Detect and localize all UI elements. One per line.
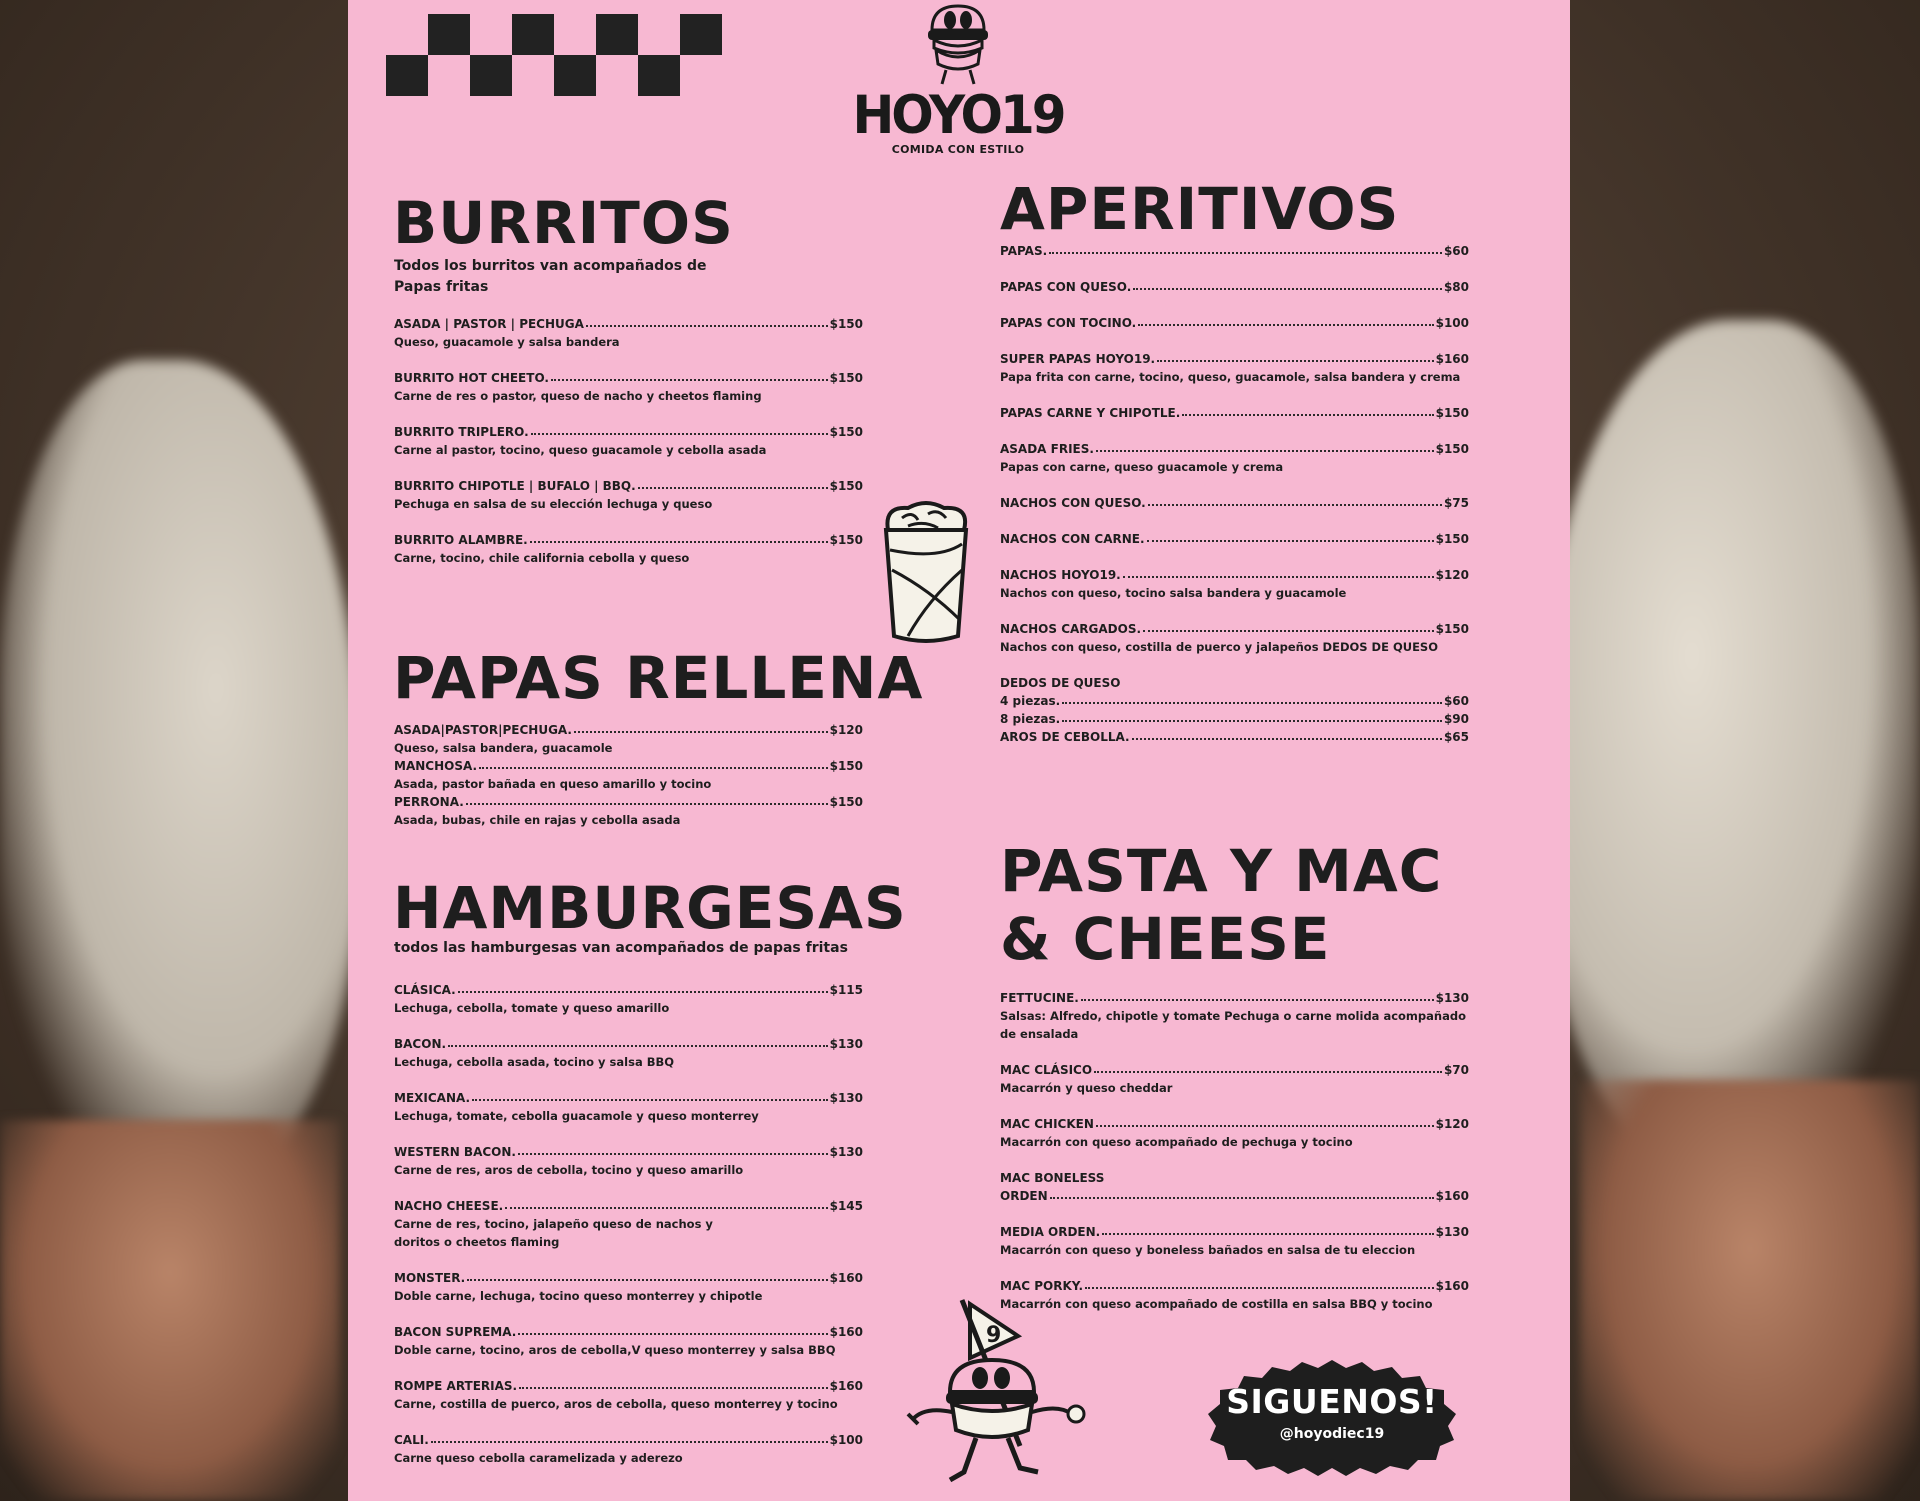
menu-item <box>1000 1169 1469 1205</box>
menu-item <box>394 315 863 351</box>
item-price: $120 <box>1435 1117 1469 1131</box>
item-price: $130 <box>829 1037 863 1051</box>
menu-item <box>1000 314 1469 332</box>
menu-item <box>394 1431 863 1467</box>
item-name: PAPAS CON QUESO. <box>1000 280 1132 294</box>
item-price: $65 <box>1443 730 1469 744</box>
item-name: BACON. <box>394 1037 447 1051</box>
item-name: PAPAS CARNE Y CHIPOTLE. <box>1000 406 1181 420</box>
item-name: FETTUCINE. <box>1000 991 1079 1005</box>
social-badge <box>1206 1356 1458 1478</box>
section-title-pasta-line1: PASTA Y MAC <box>1000 837 1443 905</box>
item-desc: Asada, bubas, chile en rajas y cebolla asada <box>394 813 681 827</box>
item-desc: Papas con carne, queso guacamole y crema <box>1000 460 1284 474</box>
item-name: BURRITO TRIPLERO. <box>394 425 529 439</box>
menu-item <box>394 721 863 757</box>
item-price: $120 <box>1435 568 1469 582</box>
item-price: $100 <box>829 1433 863 1447</box>
item-name: WESTERN BACON. <box>394 1145 516 1159</box>
background-left-arm <box>0 360 360 1180</box>
item-price: $130 <box>829 1091 863 1105</box>
item-desc: Macarrón y queso cheddar <box>1000 1081 1173 1095</box>
item-name: MANCHOSA. <box>394 759 478 773</box>
item-price: $150 <box>829 795 863 809</box>
item-desc: Carne de res, tocino, jalapeño queso de nachos y doritos o cheetos flaming <box>394 1217 713 1249</box>
item-name: ASADA FRIES. <box>1000 442 1094 456</box>
background-right-hand <box>1580 1080 1920 1501</box>
burger-flag-mascot-icon <box>900 1296 1086 1496</box>
item-name: NACHOS CON CARNE. <box>1000 532 1145 546</box>
item-desc: Salsas: Alfredo, chipotle y tomate Pechuga o carne molida acompañado de ensalada <box>1000 1009 1466 1041</box>
burrito-cup-icon <box>878 500 974 645</box>
menu-item <box>1000 404 1469 422</box>
menu-item <box>1000 620 1469 656</box>
item-name: CLÁSICA. <box>394 983 456 997</box>
background-right-arm <box>1540 320 1920 1160</box>
item-desc: Macarrón con queso y boneless bañados en salsa de tu eleccion <box>1000 1243 1416 1257</box>
menu-item <box>1000 989 1469 1043</box>
section-note-burritos: Todos los burritos van acompañados de Papas fritas <box>394 258 707 295</box>
item-price: $150 <box>1435 442 1469 456</box>
item-price: $150 <box>829 425 863 439</box>
item-desc: Lechuga, cebolla, tomate y queso amarillo <box>394 1001 670 1015</box>
item-desc: Carne, tocino, chile california cebolla y queso <box>394 551 690 565</box>
item-desc: Lechuga, cebolla asada, tocino y salsa BBQ <box>394 1055 675 1069</box>
item-name: 8 piezas. <box>1000 712 1061 726</box>
item-name: BURRITO CHIPOTLE | BUFALO | BBQ. <box>394 479 636 493</box>
item-price: $90 <box>1443 712 1469 726</box>
item-desc: Queso, guacamole y salsa bandera <box>394 335 620 349</box>
item-price: $150 <box>829 317 863 331</box>
item-price: $150 <box>829 371 863 385</box>
item-price: $80 <box>1443 280 1469 294</box>
item-name: BURRITO ALAMBRE. <box>394 533 528 547</box>
item-price: $150 <box>1435 532 1469 546</box>
item-desc: Papa frita con carne, tocino, queso, guacamole, salsa bandera y crema <box>1000 370 1461 384</box>
item-desc: Lechuga, tomate, cebolla guacamole y queso monterrey <box>394 1109 759 1123</box>
item-price: $160 <box>829 1379 863 1393</box>
item-price: $160 <box>1435 1279 1469 1293</box>
item-desc: Carne al pastor, tocino, queso guacamole y cebolla asada <box>394 443 767 457</box>
item-price: $100 <box>1435 316 1469 330</box>
item-desc: Carne de res, aros de cebolla, tocino y queso amarillo <box>394 1163 744 1177</box>
item-name: CALI. <box>394 1433 429 1447</box>
menu-item <box>1000 1223 1469 1259</box>
menu-item <box>394 423 863 459</box>
item-name: BACON SUPREMA. <box>394 1325 517 1339</box>
social-title: SIGUENOS! <box>1226 1382 1438 1421</box>
item-price: $160 <box>1435 1189 1469 1203</box>
social-handle[interactable]: @hoyodiec19 <box>1279 1426 1385 1442</box>
menu-item <box>394 1143 863 1179</box>
menu-item <box>1000 494 1469 512</box>
item-desc: Carne de res o pastor, queso de nacho y cheetos flaming <box>394 389 762 403</box>
item-name: ASADA | PASTOR | PECHUGA <box>394 317 584 331</box>
item-name: MONSTER. <box>394 1271 466 1285</box>
item-name: MAC BONELESS <box>1000 1171 1105 1185</box>
menu-item <box>394 757 863 793</box>
item-price: $130 <box>1435 1225 1469 1239</box>
menu-item <box>1000 530 1469 548</box>
item-price: $60 <box>1443 694 1469 708</box>
burger-mascot-logo-icon <box>918 0 998 86</box>
item-name: ROMPE ARTERIAS. <box>394 1379 518 1393</box>
item-desc: Macarrón con queso acompañado de pechuga y tocino <box>1000 1135 1353 1149</box>
menu-item <box>394 981 863 1017</box>
item-desc: Carne queso cebolla caramelizada y aderezo <box>394 1451 683 1465</box>
item-desc: Doble carne, tocino, aros de cebolla,V queso monterrey y salsa BBQ <box>394 1343 836 1357</box>
item-name: ORDEN <box>1000 1189 1048 1203</box>
item-desc: Nachos con queso, costilla de puerco y jalapeños DEDOS DE QUESO <box>1000 640 1438 654</box>
menu-group-dedos-de-queso <box>1000 674 1469 746</box>
menu-item <box>394 477 863 513</box>
section-title-aperitivos: APERITIVOS <box>1000 175 1400 243</box>
menu-item <box>394 369 863 405</box>
item-price: $75 <box>1443 496 1469 510</box>
menu-item <box>1000 278 1469 296</box>
section-title-hamburgesas: HAMBURGESAS <box>393 874 907 942</box>
item-name: AROS DE CEBOLLA. <box>1000 730 1130 744</box>
menu-item <box>394 531 863 567</box>
item-price: $150 <box>829 479 863 493</box>
item-name: PAPAS. <box>1000 244 1048 258</box>
menu-item <box>1000 440 1469 476</box>
item-price: $150 <box>829 533 863 547</box>
item-price: $115 <box>829 983 863 997</box>
item-desc: Carne, costilla de puerco, aros de cebolla, queso monterrey y tocino <box>394 1397 838 1411</box>
item-price: $60 <box>1443 244 1469 258</box>
item-name: NACHO CHEESE. <box>394 1199 504 1213</box>
item-price: $130 <box>829 1145 863 1159</box>
section-title-pasta-line2: & CHEESE <box>1000 905 1331 973</box>
menu-item <box>1000 350 1469 386</box>
menu-item <box>394 793 863 829</box>
item-price: $130 <box>1435 991 1469 1005</box>
item-price: $70 <box>1443 1063 1469 1077</box>
menu-item <box>1000 1115 1469 1151</box>
item-desc: Pechuga en salsa de su elección lechuga y queso <box>394 497 713 511</box>
section-title-burritos: BURRITOS <box>393 189 734 257</box>
menu-item <box>394 1089 863 1125</box>
item-price: $150 <box>829 759 863 773</box>
item-name: NACHOS HOYO19. <box>1000 568 1121 582</box>
brand-name: HOYO19 <box>852 84 1064 146</box>
item-desc: Nachos con queso, tocino salsa bandera y guacamole <box>1000 586 1347 600</box>
menu-item <box>394 1269 863 1305</box>
section-title-papas-rellena: PAPAS RELLENA <box>393 644 924 712</box>
menu-sheet <box>348 0 1570 1501</box>
item-name: 4 piezas. <box>1000 694 1061 708</box>
item-price: $160 <box>829 1271 863 1285</box>
item-desc: Asada, pastor bañada en queso amarillo y tocino <box>394 777 712 791</box>
item-price: $150 <box>1435 622 1469 636</box>
group-label: DEDOS DE QUESO <box>1000 676 1121 690</box>
item-name: MEXICANA. <box>394 1091 471 1105</box>
section-note-hamburgesas: todos las hamburgesas van acompañados de papas fritas <box>394 940 848 956</box>
item-name: MEDIA ORDEN. <box>1000 1225 1101 1239</box>
brand-tagline: COMIDA CON ESTILO <box>891 143 1025 156</box>
item-price: $145 <box>829 1199 863 1213</box>
item-name: PERRONA. <box>394 795 464 809</box>
menu-item <box>1000 566 1469 602</box>
item-name: BURRITO HOT CHEETO. <box>394 371 549 385</box>
item-desc: Macarrón con queso acompañado de costilla en salsa BBQ y tocino <box>1000 1297 1433 1311</box>
menu-item <box>394 1035 863 1071</box>
brand-logo <box>838 0 1078 160</box>
background-left-hand <box>0 1120 340 1501</box>
item-price: $160 <box>1435 352 1469 366</box>
svg-text:9: 9 <box>986 1323 1002 1348</box>
item-name: SUPER PAPAS HOYO19. <box>1000 352 1156 366</box>
item-name: NACHOS CARGADOS. <box>1000 622 1142 636</box>
menu-item <box>1000 1061 1469 1097</box>
item-desc: Doble carne, lechuga, tocino queso monterrey y chipotle <box>394 1289 763 1303</box>
item-name: MAC PORKY. <box>1000 1279 1084 1293</box>
item-price: $120 <box>829 723 863 737</box>
item-price: $160 <box>829 1325 863 1339</box>
menu-item <box>394 1323 863 1359</box>
menu-item <box>394 1197 863 1251</box>
checkered-flag-icon <box>386 14 726 96</box>
item-name: ASADA|PASTOR|PECHUGA. <box>394 723 572 737</box>
item-name: MAC CHICKEN <box>1000 1117 1094 1131</box>
item-desc: Queso, salsa bandera, guacamole <box>394 741 613 755</box>
item-name: NACHOS CON QUESO. <box>1000 496 1146 510</box>
item-name: MAC CLÁSICO <box>1000 1063 1093 1077</box>
item-price: $150 <box>1435 406 1469 420</box>
item-name: PAPAS CON TOCINO. <box>1000 316 1137 330</box>
menu-item <box>1000 242 1469 260</box>
menu-item <box>394 1377 863 1413</box>
